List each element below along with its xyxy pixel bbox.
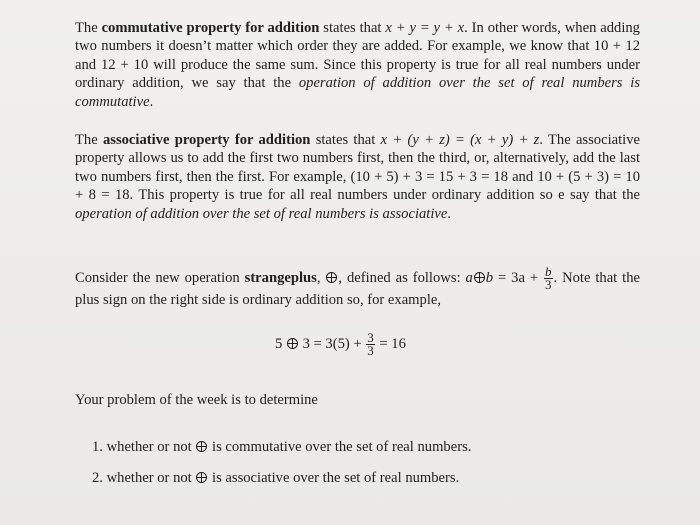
associative-equation: x + (y + z) = (x + y) + z bbox=[380, 132, 540, 148]
strangeplus-term: strangeplus bbox=[244, 269, 317, 286]
text: . The associative property allows us to add the first two numbers first, then the third, or, alternatively, add the last two numbers first, then the first. For example, (10 + 5) + 3 = 15 + 3 = 18 and 10 + (5 + 3) = 10 + 8 = 18. This property is true for all real numbers under ordinary addition so e say that the bbox=[75, 132, 640, 204]
associative-term: associative property for addition bbox=[102, 132, 311, 148]
associative-paragraph bbox=[75, 131, 640, 223]
fraction-denominator: 3 bbox=[545, 277, 552, 292]
eq-right-side: = 3a + bbox=[493, 269, 543, 286]
eq-var-b: b bbox=[485, 269, 494, 286]
example-equation bbox=[275, 332, 406, 357]
fraction-numerator: 3 bbox=[367, 330, 374, 345]
oplus-icon bbox=[196, 472, 207, 483]
oplus-icon bbox=[474, 272, 485, 283]
list-number: 1. bbox=[92, 439, 103, 455]
text: is associative over the set of real numbers. bbox=[208, 470, 460, 486]
text: is commutative over the set of real numbers. bbox=[208, 439, 472, 455]
text: whether or not bbox=[106, 439, 196, 455]
text: . Note that the plus sign on the right side is ordinary addition so, for example, bbox=[75, 269, 640, 308]
strangeplus-paragraph bbox=[75, 266, 640, 309]
text: . In other words, when adding two numbers it doesn’t matter which order they are added. For example, we know that 10 + 12 and 12 + 10 will produce the same sum. Since this property is true for all real numbers under ordinary addition, we say that the bbox=[75, 20, 640, 92]
text: , bbox=[316, 269, 326, 286]
fraction-denominator: 3 bbox=[367, 343, 374, 358]
oplus-icon bbox=[326, 272, 337, 283]
text: , defined as follows: bbox=[338, 269, 466, 286]
text: states that bbox=[319, 20, 386, 36]
text: = 16 bbox=[375, 335, 406, 352]
text: The bbox=[75, 20, 102, 36]
fraction bbox=[366, 332, 375, 357]
fraction bbox=[544, 266, 553, 291]
text: Consider the new operation bbox=[75, 269, 245, 286]
list-number: 2. bbox=[92, 470, 103, 486]
commutative-paragraph bbox=[75, 19, 640, 111]
list-item bbox=[92, 470, 459, 487]
associative-conclusion: operation of addition over the set of real numbers is associative bbox=[75, 205, 448, 222]
text: 5 bbox=[275, 335, 283, 352]
commutative-equation: x + y = y + x bbox=[385, 20, 465, 36]
text: The bbox=[75, 132, 103, 148]
problem-prompt: Your problem of the week is to determine bbox=[75, 392, 318, 408]
oplus-icon bbox=[196, 441, 207, 452]
commutative-conclusion: operation of addition over the set of real numbers is commutative bbox=[75, 75, 640, 110]
eq-var-a: a bbox=[465, 269, 473, 286]
text: 3 = 3(5) + bbox=[302, 335, 366, 352]
list-item bbox=[92, 439, 471, 456]
text: . bbox=[447, 205, 452, 222]
text: whether or not bbox=[106, 470, 196, 486]
oplus-icon bbox=[287, 338, 298, 349]
text: . bbox=[149, 93, 154, 110]
fraction-numerator: b bbox=[545, 264, 552, 279]
commutative-term: commutative property for addition bbox=[101, 20, 320, 36]
text: states that bbox=[310, 132, 381, 148]
